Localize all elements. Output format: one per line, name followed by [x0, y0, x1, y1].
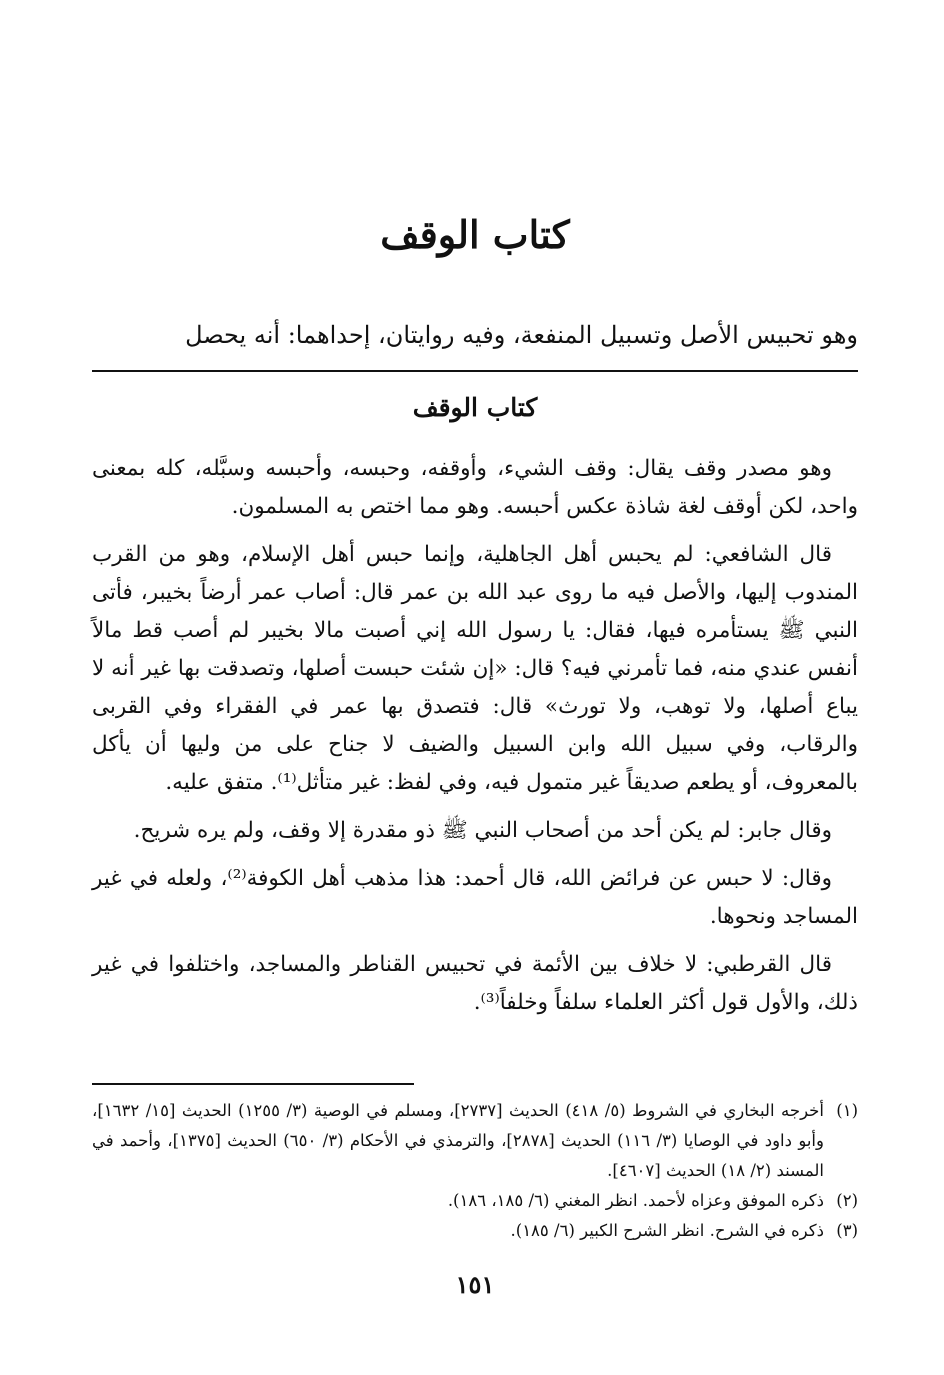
footnote: [92, 1216, 858, 1246]
footnote-text: ذكره الموفق وعزاه لأحمد. انظر المغني (٦/ ١٨٥، ١٨٦).: [447, 1191, 824, 1210]
paragraph: وقال جابر: لم يكن أحد من أصحاب النبي ﷺ ذو مقدرة إلا وقف، ولم يره شريح.: [133, 818, 832, 843]
footnotes-list: [92, 1096, 858, 1246]
footnote-number: (٣): [836, 1221, 858, 1240]
footnote-number: (١): [836, 1101, 858, 1120]
paragraph: وهو مصدر وقف يقال: وقف الشيء، وأوقفه، وحبسه، وأحبسه وسبَّله، كله بمعنى واحد، لكن أوقف لغة شاذة عكس أحبسه. وهو مما اختص به المسلمون.: [92, 456, 858, 519]
book-page: [92, 0, 858, 1375]
footnote-divider: [92, 1083, 414, 1085]
footnote-text: أخرجه البخاري في الشروط (٥/ ٤١٨) الحديث [٢٧٣٧]، ومسلم في الوصية (٣/ ١٢٥٥) الحديث [١٥/ ١٦٣٢]، وأبو داود في الوصايا (٣/ ١١٦) الحديث [٢٨٧٨]، والترمذي في الأحكام (٣/ ٦٥٠) الحديث [١٣٧٥]، وأحمد في المسند (٢/ ١٨) الحديث [٤٦٠٧].: [92, 1101, 824, 1180]
footnote: [92, 1096, 858, 1186]
commentary-title: كتاب الوقف: [412, 393, 538, 422]
footnote-number: (٢): [836, 1191, 858, 1210]
commentary-body: [92, 450, 858, 1032]
paragraph: وقال: لا حبس عن فرائض الله، قال أحمد: هذا مذهب أهل الكوفة⁽²⁾، ولعله في غير المساجد ونحوها.: [92, 866, 858, 929]
matn-divider: [92, 370, 858, 372]
page-number: ١٥١: [455, 1270, 495, 1299]
paragraph: قال الشافعي: لم يحبس أهل الجاهلية، وإنما حبس أهل الإسلام، وهو من القرب المندوب إليها، والأصل فيه ما روى عبد الله بن عمر قال: أصاب عمر أرضاً بخيبر، فأتى النبي ﷺ يستأمره فيها، فقال: يا رسول الله إني أصبت مالا بخيبر لم أصب قط مالاً أنفس عندي منه، فما تأمرني فيه؟ قال: «إن شئت حبست أصلها، وتصدقت بها غير أنه لا يباع أصلها، ولا توهب، ولا تورث» قال: فتصدق بها عمر في الفقراء وفي القربى والرقاب، وفي سبيل الله وابن السبيل والضيف لا جناح على من وليها أن يأكل بالمعروف، أو يطعم صديقاً غير متمول فيه، وفي لفظ: غير متأثل⁽¹⁾. متفق عليه.: [92, 542, 858, 795]
footnote: [92, 1186, 858, 1216]
footnote-text: ذكره في الشرح. انظر الشرح الكبير (٦/ ١٨٥).: [510, 1221, 824, 1240]
chapter-title: كتاب الوقف: [380, 212, 570, 257]
matn-text: وهو تحبيس الأصل وتسبيل المنفعة، وفيه روايتان، إحداهما: أنه يحصل: [185, 321, 858, 349]
paragraph: قال القرطبي: لا خلاف بين الأئمة في تحبيس القناطر والمساجد، واختلفوا في غير ذلك، والأول قول أكثر العلماء سلفاً وخلفاً⁽³⁾.: [92, 952, 858, 1015]
